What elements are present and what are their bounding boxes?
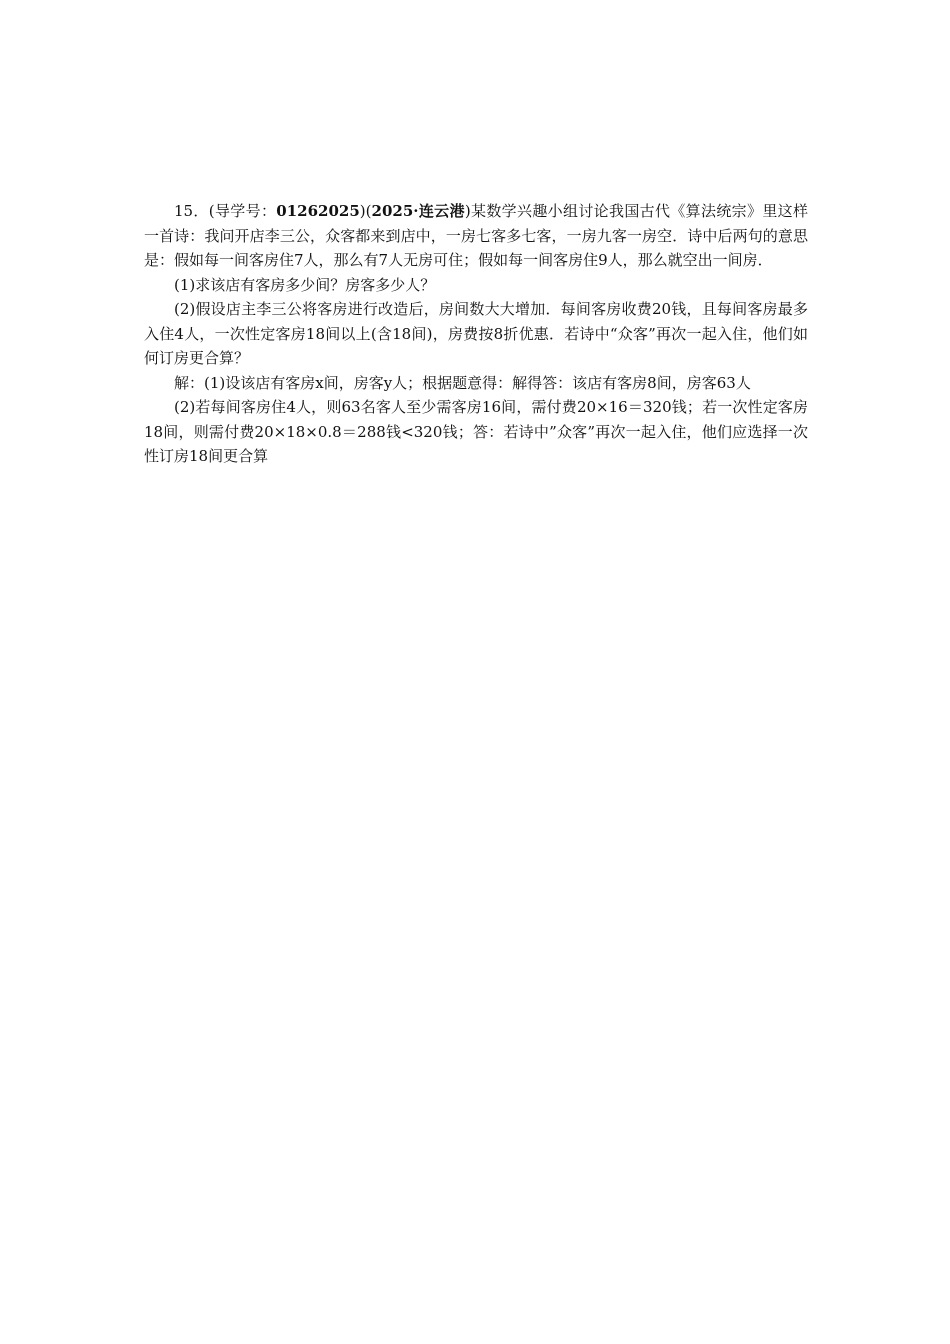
guide-id: 01262025	[276, 202, 360, 220]
problem-stem-text: )某数学兴趣小组讨论我国古代《算法统宗》里这样一首诗：我问开店李三公，众客都来到店中，一房七客多七客，一房九客一房空．诗中后两句的意思是：假如每一间客房住7人，那么有7人无房可住；假如每一间客房住9人，那么就空出一间房．	[144, 202, 809, 269]
question-1: (1)求该店有客房多少间？房客多少人？	[174, 275, 436, 294]
problem-stem	[144, 199, 808, 273]
document-page	[144, 199, 808, 469]
guide-label: (导学号：	[208, 202, 277, 220]
problem-number: 15．	[174, 202, 209, 220]
source-open: )(	[359, 202, 372, 220]
question-2: (2)假设店主李三公将客房进行改造后，房间数大大增加．每间客房收费20钱，且每间客房最多入住4人，一次性定客房18间以上(含18间)，房费按8折优惠．若诗中“众客”再次一起入住，他们如何订房更合算？	[144, 300, 808, 367]
solution-part-1: 解：(1)设该店有客房x间，房客y人；根据题意得：解得答：该店有客房8间，房客63人	[174, 373, 751, 392]
solution-part-2: (2)若每间客房住4人，则63名客人至少需客房16间，需付费20×16＝320钱；若一次性定客房18间，则需付费20×18×0.8＝288钱<320钱；答：若诗中”众客”再次一起入住，他们应选择一次性订房18间更合算	[144, 398, 808, 465]
problem-source: 2025·连云港	[371, 202, 465, 220]
